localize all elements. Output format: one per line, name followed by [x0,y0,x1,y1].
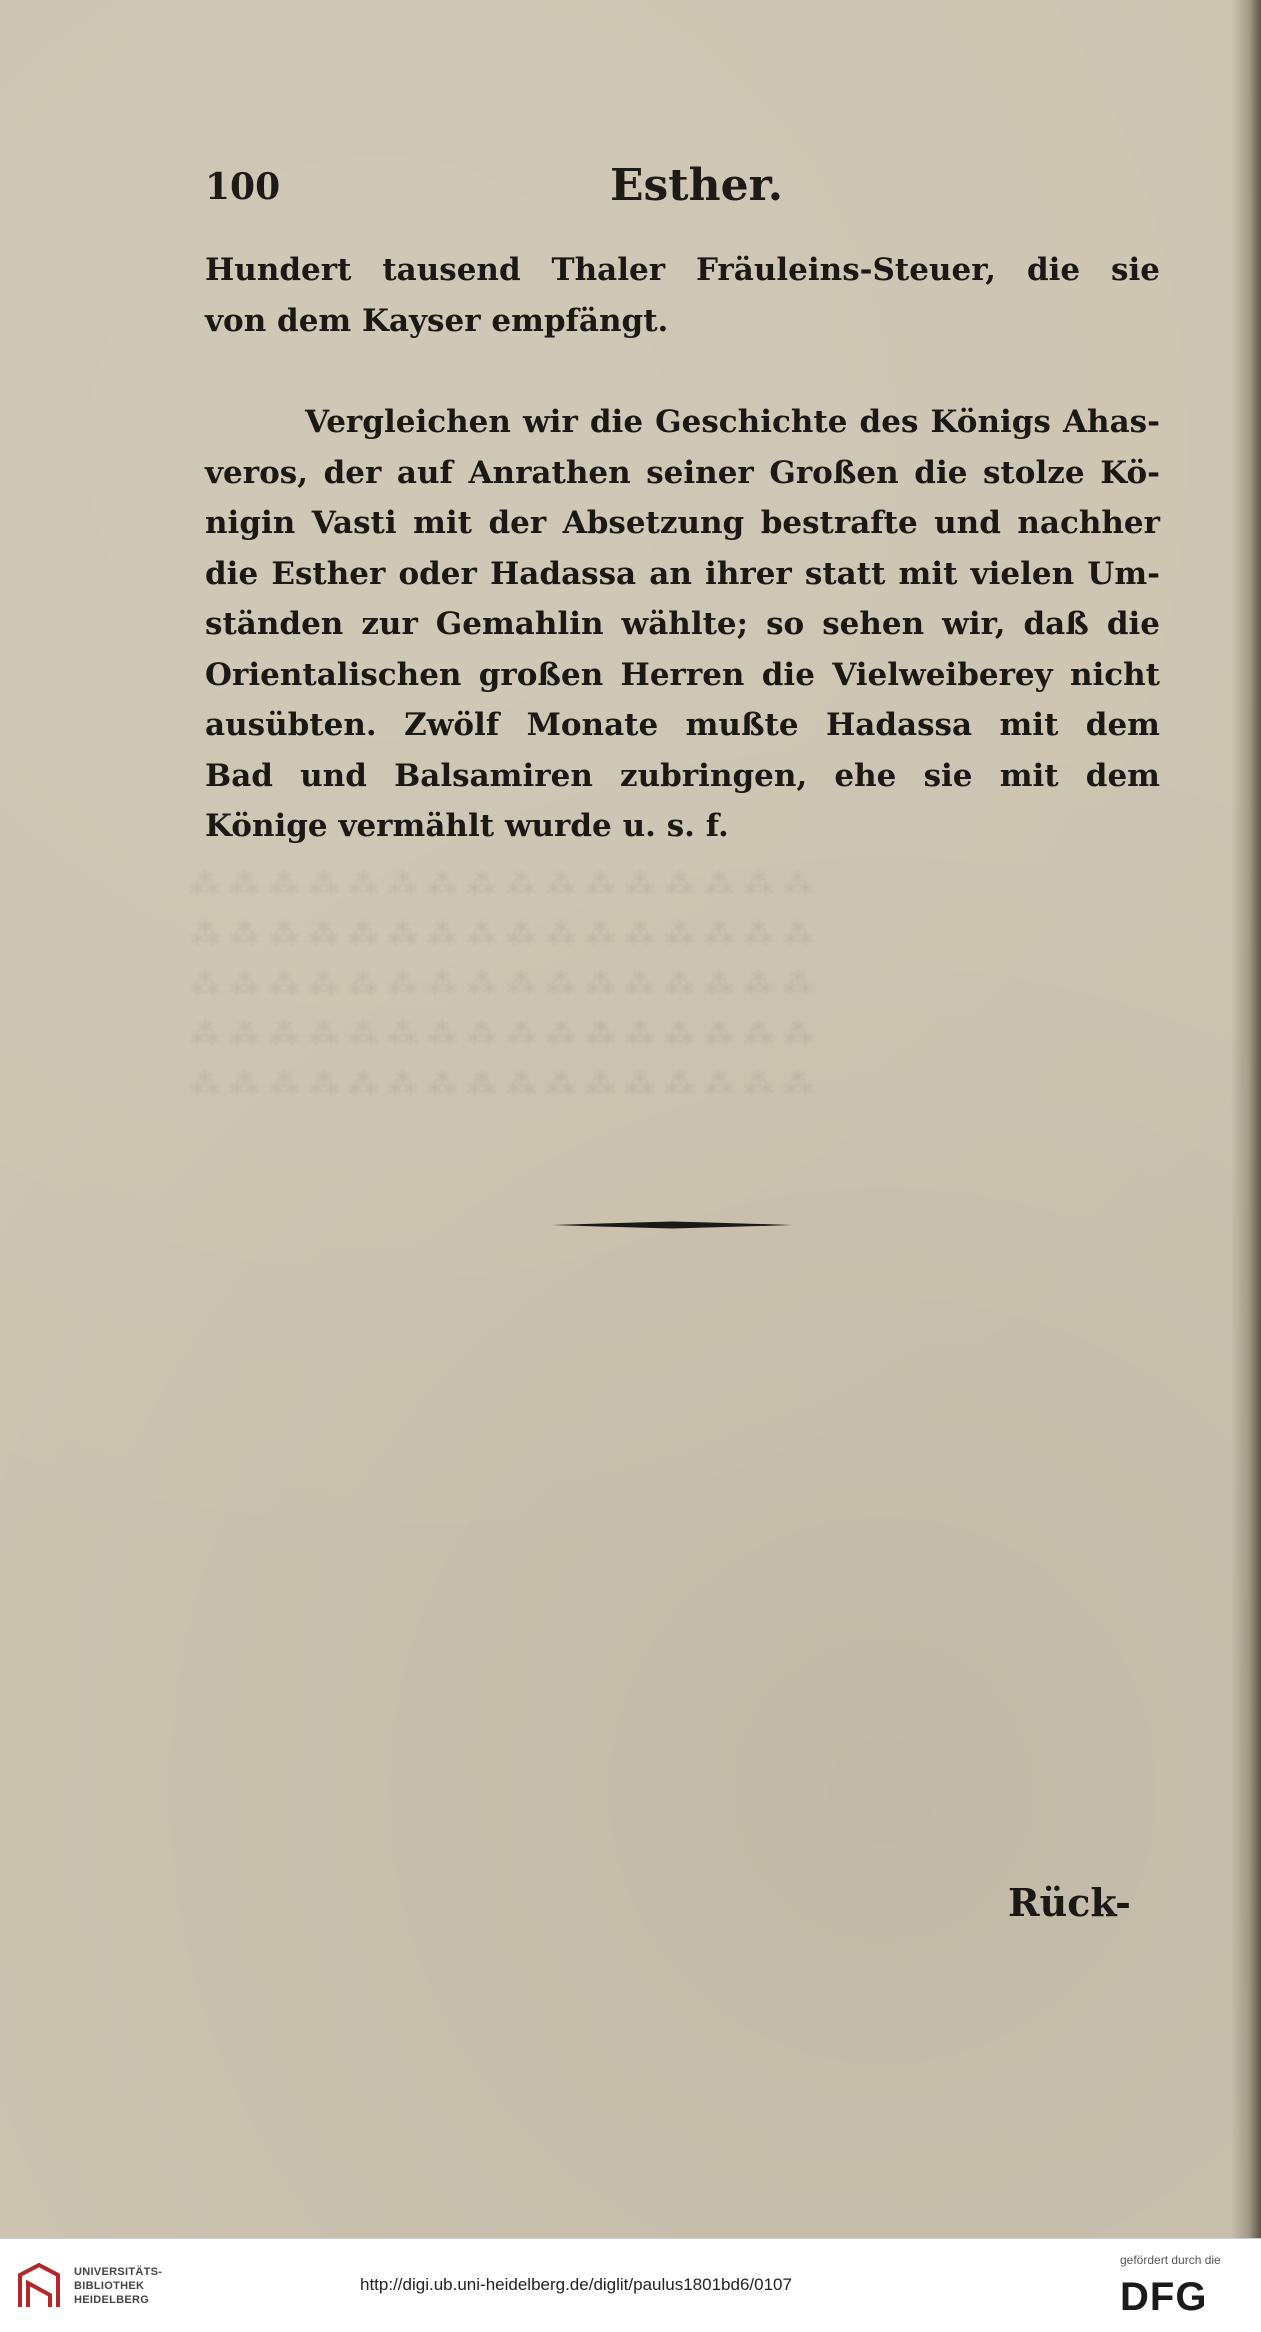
paragraph-1 [205,245,1160,346]
paragraph-2 [205,397,1160,852]
library-name-line: HEIDELBERG [74,2294,150,2306]
section-divider-ornament [552,1220,792,1230]
text-line: von dem Kayser empfängt. [205,302,669,339]
text-line: Könige vermählt wurde u. s. f. [205,808,729,844]
viewer-footer [0,2238,1261,2332]
text-line: Vergleichen wir die Geschichte des Königs Ahas- [305,404,1160,440]
text-line: nigin Vasti mit der Absetzung bestrafte und nachher [205,505,1160,541]
permalink-url[interactable]: http://digi.ub.uni-heidelberg.de/diglit/paulus1801bd6/0107 [360,2275,792,2294]
text-line: veros, der auf Anrathen seiner Großen die stolze Kö- [205,454,1160,491]
library-name-line: BIBLIOTHEK [74,2280,145,2292]
text-line: Bad und Balsamiren zubringen, ehe sie mit dem [205,757,1160,794]
catchword: Rück- [1008,1880,1131,1925]
running-head: Esther. [610,160,784,211]
text-line: ständen zur Gemahlin wählte; so sehen wir, daß die [205,606,1160,642]
page-header [205,160,1165,220]
dfg-logo: DFG [1120,2275,1208,2319]
body-text [205,245,1160,852]
text-line: ausübten. Zwölf Monate mußte Hadassa mit dem [205,707,1160,743]
text-line: Orientalischen großen Herren die Vielweiberey nicht [205,656,1160,693]
funder-label: gefördert durch die [1120,2253,1221,2267]
bleed-through-texture: ⁂ ⁂ ⁂ ⁂ ⁂ ⁂ ⁂ ⁂ ⁂ ⁂ ⁂ ⁂ ⁂ ⁂ ⁂ ⁂ ⁂ ⁂ ⁂ ⁂ ⁂ ⁂ ⁂ ⁂ ⁂ ⁂ ⁂ ⁂ ⁂ ⁂ ⁂ ⁂ ⁂ ⁂ ⁂ ⁂ ⁂ ⁂ ⁂ ⁂ ⁂ ⁂ ⁂ ⁂ ⁂ ⁂ ⁂ ⁂ ⁂ ⁂ ⁂ ⁂ ⁂ ⁂ ⁂ ⁂ ⁂ ⁂ ⁂ ⁂ ⁂ ⁂ ⁂ ⁂ ⁂ ⁂ ⁂ ⁂ ⁂ ⁂ ⁂ ⁂ ⁂ ⁂ ⁂ ⁂ ⁂ ⁂ ⁂ ⁂ [190,867,814,1102]
library-name-line: UNIVERSITÄTS- [74,2266,163,2278]
page-gutter-shadow [1231,0,1261,2238]
text-line: Hundert tausend Thaler Fräuleins-Steuer, die sie [205,252,1160,288]
text-line: die Esther oder Hadassa an ihrer statt mit vielen Um- [205,555,1160,592]
library-name [74,2265,162,2307]
library-logo-icon [14,2261,64,2313]
page-number: 100 [205,166,281,208]
